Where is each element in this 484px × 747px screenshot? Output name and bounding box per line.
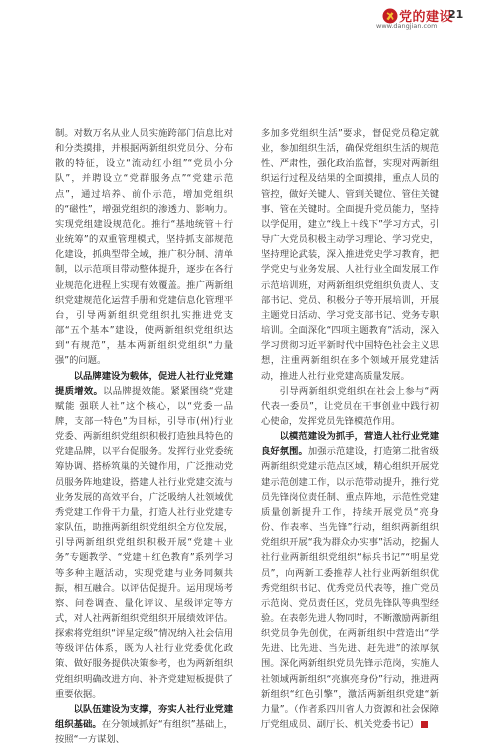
paragraph-body: 以品牌提效能。紧紧围绕“党建赋能 强联人社”这个核心，以“党委一品牌，支部一特色”为目标，引导市(州)行业党委、两新组织党组织积极打造独具特色的党建品牌，以平台促服务。发挥行业党委统筹协调、搭桥筑巢的关键作用，广泛推动党员服务阵地建设，搭建人社行业党建交流与业务发展的高效平台，广泛吸纳人社领域优秀党建工作骨干力量，打造人社行业党建专家队伍，助推两新组织党组织全方位发展，引导两新组织党组织积极开展“党建＋业务”专题教学、“党建＋红色教育”系列学习等多种主题活动，实现党建与业务同频共振，相互融合。以评估促提升。运用现场考察、问卷调查、量化评议、星级评定等方式，对人社两新组织党组织开展绩效评估。探索将党组织“评星定级”情况纳入社会信用等级评估体系，既为人社行业党委优化政策、做好服务提供决策参考，也为两新组织党组织明确改进方向、补齐党建短板提供了重要依据。 [55, 385, 233, 700]
right-column [261, 126, 439, 732]
paragraph: 制。对数万名从业人员实施跨部门信息比对和分类摸排，并根据两新组织党员分、分布散的特征，设立“流动红小组”“党员小分队”，并聘设立“党群服务点”“党建示范点”，通过培养、前仆示范，增加党组织的“磁性”，增强党组织的渗透力、影响力。实现党组建设规范化。推行“基地统管＋行业统筹”的双重管理模式，坚持抓支部规范化建设，抓典型带全域，推广积分制、清单制，以示范项目带动整体提升，逐步在各行业规范化进程上实现有效覆盖。推广两新组织党建规范化运营手册和党建信息化管理平台，引导两新组织党组织扎实推进党支部“五个基本”建设，使两新组织党组织达到“有规范”，基本两新组织党组织“力量强”的问题。 [55, 128, 233, 367]
paragraph [55, 702, 233, 747]
paragraph [55, 369, 233, 702]
section-lead: 以品牌建设为载体，促进人社行业党建提质增效。 [55, 370, 233, 397]
magazine-url: www.dangjian.com [376, 22, 438, 30]
left-column [55, 126, 233, 747]
paragraph-body: 在分领域抓好“有组织”基础上，按照“一方谋划、 [55, 719, 233, 746]
paragraph-body: 加强示范建设，打造第二批省级两新组织党建示范点区域，精心组织开展党建示范创建工作，以示范带动提升，推行党员先锋岗位责任制、重点阵地，示范性党建质量创新提升工作，持续开展党员“亮身份、作表率、当先锋”行动，组织两新组织党组织开展“我为群众办实事”活动，挖掘人社行业两新组织党组织“标兵书记”“明星党员”，向两新工委推荐人社行业两新组织优秀党组织书记、优秀党员代表等，推广党员示范岗、党员责任区，党员先锋队等典型经验。在表彰先进人物同时，不断激励两新组织党员争先创优，在两新组织中营造出“学先进、比先进、当先进、赶先进”的浓厚氛围。深化两新组织党员先锋示范岗，实施人社领域两新组织“亮旗亮身份”行动，推进两新组织“红色引擎”，激活两新组织党建“新力量”。（作者系四川省人力资源和社会保障厅党组成员、副厅长、机关党委书记） [261, 446, 439, 731]
section-lead: 以模范建设为抓手，营造人社行业党建良好氛围。 [261, 431, 439, 458]
page-header [0, 0, 484, 44]
article-end-mark-icon [421, 721, 428, 728]
paragraph [261, 429, 439, 732]
paragraph: 多加多党组织生活”要求，督促党员稳定就业，参加组织生活，确保党组织生活的规范性、严肃性，强化政治监督，实现对两新组织运行过程及结果的全面摸排，重点人员的管控，做好关键人、管到关键位、管住关键事、管在关键时。全面提升党员能力，坚持以学促用，建立“线上＋线下”学习方式，引导广大党员积极主动学习理论、学习党史，坚持理论武装，深入推进党史学习教育，把学党史与业务发展、人社行业全面发展工作示范培训班，对两新组织党组织负责人、支部书记、党员、积极分子等开展培训，开展主题党日活动、学习党支部书记、党务专职培训。全面深化“四项主题教育”活动，深入学习贯彻习近平新时代中国特色社会主义思想，注重两新组织在多个领域开展党建活动，推进人社行业党建高质量发展。 [261, 128, 439, 382]
magazine-logo: 党的建设 [399, 10, 454, 25]
paragraph: 引导两新组织党组织在社会上参与“两代表一委员”，让党员在干事创业中践行初心使命，发挥党员先锋模范作用。 [261, 385, 439, 427]
section-lead: 以队伍建设为支撑，夯实人社行业党建组织基础。 [55, 703, 233, 731]
page-number: 21 [448, 8, 464, 21]
